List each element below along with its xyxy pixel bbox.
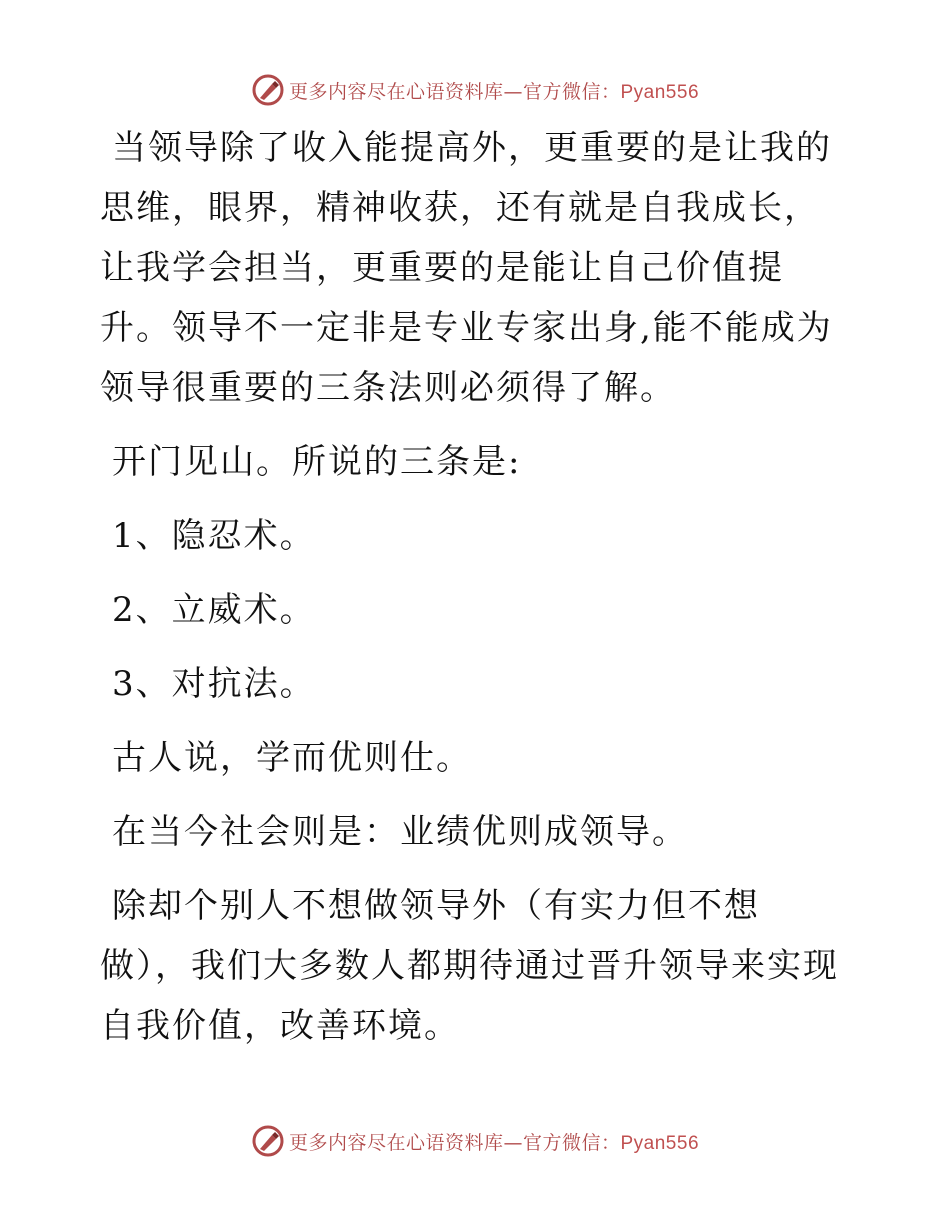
paragraph-text: 1、隐忍术。 (112, 516, 316, 556)
header-banner (0, 70, 950, 110)
paragraph-text: 除却个别人不想做领导外（有实力但不想做），我们大多数人都期待通过晋升领导来实现自我价值，改善环境。 (100, 886, 839, 1046)
paragraph-text: 2、立威术。 (112, 590, 316, 630)
pen-logo-icon (251, 1124, 285, 1158)
paragraph-text: 古人说，学而优则仕。 (112, 738, 472, 778)
document-body (100, 118, 845, 1070)
banner-dash: — (503, 1131, 523, 1154)
paragraph-text: 开门见山。所说的三条是: (112, 442, 522, 482)
banner-wechat-label: 官方微信： (522, 80, 621, 103)
list-item-3 (100, 654, 845, 714)
banner-slogan: 更多内容尽在心语资料库 (288, 1131, 504, 1154)
list-item-1 (100, 506, 845, 566)
banner-wechat-label: 官方微信： (522, 1131, 621, 1154)
paragraph-text: 在当今社会则是：业绩优则成领导。 (112, 812, 688, 852)
pen-logo-icon (251, 73, 285, 107)
paragraph-7 (100, 802, 845, 862)
banner-text (289, 1128, 699, 1155)
paragraph-text: 当领导除了收入能提高外，更重要的是让我的思维，眼界，精神收获，还有就是自我成长，让我学会担当，更重要的是能让自己价值提升。领导不一定非是专业专家出身,能不能成为领导很重要的三条法则必须得了解。 (100, 128, 833, 408)
paragraph-6 (100, 728, 845, 788)
paragraph-1 (100, 118, 845, 418)
banner-slogan: 更多内容尽在心语资料库 (288, 80, 504, 103)
paragraph-text: 3、对抗法。 (112, 664, 316, 704)
banner-wechat-id: Pyan556 (620, 1132, 700, 1154)
footer-banner (0, 1121, 950, 1161)
banner-dash: — (503, 80, 523, 103)
list-item-2 (100, 580, 845, 640)
paragraph-8 (100, 876, 845, 1056)
banner-wechat-id: Pyan556 (620, 81, 700, 103)
banner-text (289, 77, 699, 104)
paragraph-2 (100, 432, 845, 492)
